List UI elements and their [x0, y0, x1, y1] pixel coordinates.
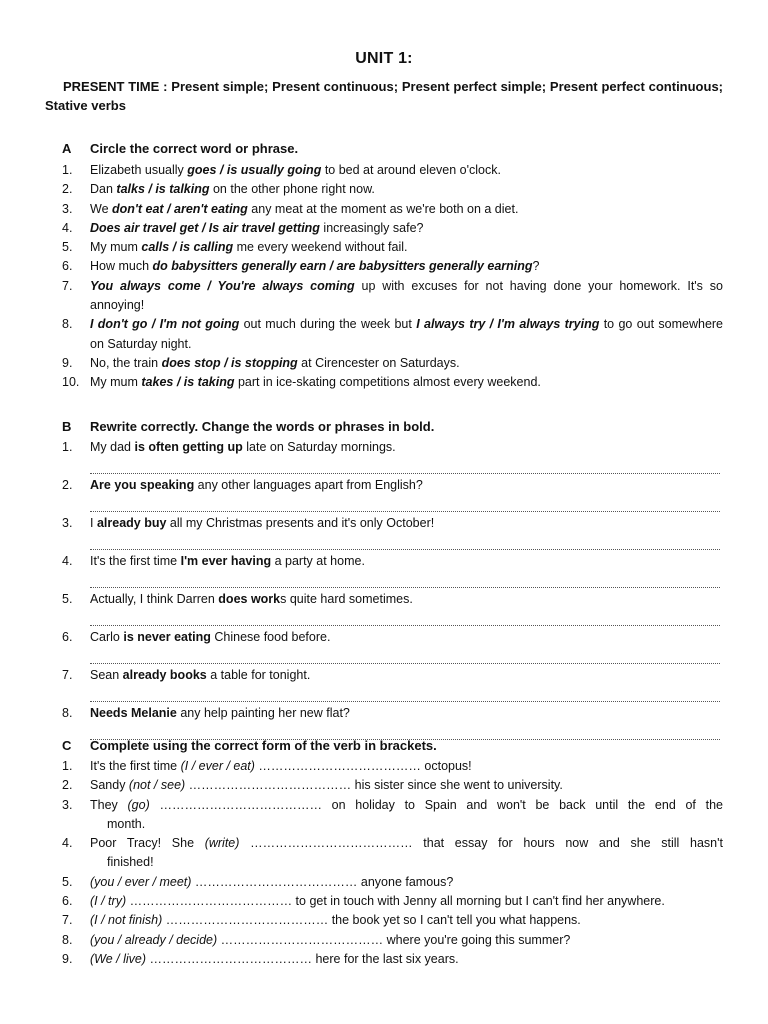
item-text: [90, 911, 723, 930]
exercise-item: [62, 757, 723, 776]
sentence-text: ………………………………… on holiday to Spain and won't be back until the end of the: [149, 797, 723, 812]
item-number: 5.: [62, 874, 73, 889]
item-text: [90, 315, 723, 334]
exercise-item: [62, 257, 723, 276]
item-number: 8.: [62, 932, 73, 947]
exercise-item: [62, 315, 723, 354]
sentence-text: any help painting her new flat?: [176, 706, 350, 720]
item-number: 3.: [62, 797, 73, 812]
item-number: 6.: [62, 894, 73, 909]
item-number: 1.: [62, 440, 73, 454]
sentence-text: Chinese food before.: [210, 630, 331, 644]
sentence-text: finished!: [107, 855, 154, 870]
sentence-text: on the other phone right now.: [209, 182, 375, 197]
sentence-text: part in ice-skating competitions almost every weekend.: [234, 375, 541, 390]
item-text: [90, 438, 723, 457]
item-number: 9.: [62, 355, 73, 370]
bold-phrase: Are you speaking: [90, 478, 195, 492]
exercise-item: [62, 552, 723, 589]
exercise-item: [62, 514, 723, 551]
answer-options: You always come / You're always coming: [90, 278, 355, 293]
item-number: 6.: [62, 259, 73, 274]
sentence-text: at Cirencester on Saturdays.: [297, 355, 460, 370]
answer-options: calls / is calling: [141, 240, 234, 255]
verb-prompt: (you / ever / meet): [90, 874, 192, 889]
exercise-item: [62, 628, 723, 665]
item-text-continuation: [107, 815, 723, 834]
item-number: 4.: [62, 220, 73, 235]
bold-phrase: does work: [218, 592, 281, 606]
item-text: [90, 238, 723, 257]
exercise-item: [62, 950, 723, 969]
exercise-item: [62, 704, 723, 741]
sentence-text: all my Christmas presents and it's only October!: [166, 516, 435, 530]
item-text: [90, 514, 723, 533]
sentence-text: My mum: [90, 375, 142, 390]
sentence-text: out much during the week but: [239, 317, 417, 332]
answer-line[interactable]: [90, 533, 720, 550]
answer-options: I don't go / I'm not going: [90, 317, 240, 332]
sentence-text: to bed at around eleven o'clock.: [321, 163, 501, 177]
bold-phrase: already books: [122, 668, 207, 682]
item-text: [90, 931, 723, 950]
item-text: [90, 200, 723, 219]
item-text: [90, 757, 723, 776]
item-text: [90, 590, 723, 609]
item-number: 2.: [62, 182, 73, 197]
answer-line[interactable]: [90, 571, 720, 588]
page-title: UNIT 1:: [355, 50, 413, 67]
item-text-continuation: [90, 335, 723, 354]
answer-options: goes / is usually going: [187, 163, 322, 177]
item-number: 5.: [62, 592, 73, 606]
sentence-text: to go out somewhere: [599, 317, 724, 332]
answer-options: do babysitters generally earn / are babysitters generally earning: [152, 259, 533, 274]
verb-prompt: (go): [127, 797, 150, 812]
sentence-text: late on Saturday mornings.: [242, 440, 396, 454]
item-text: [90, 354, 723, 373]
answer-options: don't eat / aren't eating: [112, 201, 248, 216]
sentence-text: They: [90, 797, 128, 812]
sentence-text: ………………………………… octopus!: [254, 759, 472, 773]
bold-phrase: I'm ever having: [180, 554, 272, 568]
bold-phrase: is never eating: [123, 630, 211, 644]
sentence-text: Poor Tracy! She: [90, 836, 205, 851]
sentence-text: My mum: [90, 240, 142, 255]
sentence-text: me every weekend without fail.: [233, 240, 408, 255]
sentence-text: ?: [532, 259, 540, 274]
sentence-text: ………………………………… his sister since she went to university.: [185, 778, 563, 793]
exercise-item: [62, 892, 723, 911]
page-subtitle: [45, 77, 723, 115]
verb-prompt: (write): [204, 836, 240, 851]
item-number: 5.: [62, 240, 73, 255]
item-number: 7.: [62, 668, 73, 682]
sentence-text: Carlo: [90, 630, 124, 644]
item-text: [90, 476, 723, 495]
item-text: [90, 796, 723, 815]
bold-phrase: is often getting up: [134, 440, 243, 454]
section-c-list: [62, 757, 723, 969]
item-text: [90, 219, 723, 238]
item-number: 4.: [62, 554, 73, 568]
sentence-text: a table for tonight.: [206, 668, 311, 682]
item-number: 10.: [62, 375, 80, 390]
item-text: [90, 373, 723, 392]
sentence-text: We: [90, 201, 112, 216]
item-number: 2.: [62, 778, 73, 793]
sentence-text: Sandy: [90, 778, 129, 793]
sentence-text: increasingly safe?: [319, 220, 424, 235]
section-c-heading: [62, 737, 437, 754]
item-text: [90, 180, 723, 199]
subtitle-line-2: Stative verbs: [45, 98, 126, 113]
answer-line[interactable]: [90, 457, 720, 474]
item-text-continuation: [90, 296, 723, 315]
item-text: [90, 628, 723, 647]
item-text: [90, 892, 723, 911]
section-c-letter: C: [62, 738, 72, 753]
sentence-text: Elizabeth usually: [90, 163, 188, 177]
sentence-text: a party at home.: [271, 554, 365, 568]
sentence-text: annoying!: [90, 298, 145, 313]
verb-prompt: (I / try): [90, 894, 127, 909]
answer-line[interactable]: [90, 609, 720, 626]
section-b-heading: [62, 418, 434, 435]
sentence-text: Sean: [90, 668, 123, 682]
exercise-item: [62, 354, 723, 373]
item-number: 1.: [62, 163, 73, 177]
verb-prompt: (I / not finish): [90, 913, 163, 928]
sentence-text: ………………………………… to get in touch with Jenny all morning but I can't find her anywhere.: [126, 894, 665, 909]
answer-options: does stop / is stopping: [161, 355, 298, 370]
exercise-item: [62, 219, 723, 238]
item-number: 7.: [62, 913, 73, 928]
item-text: [90, 950, 723, 969]
answer-options: talks / is talking: [116, 182, 210, 197]
item-text: [90, 257, 723, 276]
exercise-item: [62, 277, 723, 316]
exercise-item: [62, 873, 723, 892]
verb-prompt: (you / already / decide): [90, 932, 218, 947]
section-b-letter: B: [62, 419, 72, 434]
exercise-item: [62, 911, 723, 930]
item-number: 7.: [62, 278, 73, 293]
sentence-text: How much: [90, 259, 153, 274]
exercise-item: [62, 373, 723, 392]
verb-prompt: (I / ever / eat): [180, 759, 255, 773]
exercise-item: [62, 666, 723, 703]
item-text: [90, 704, 723, 723]
bold-phrase: Needs Melanie: [90, 706, 177, 720]
answer-line[interactable]: [90, 647, 720, 664]
answer-options: I always try / I'm always trying: [416, 317, 600, 332]
item-text: [90, 552, 723, 571]
exercise-item: [62, 476, 723, 513]
answer-line[interactable]: [90, 685, 720, 702]
exercise-item: [62, 590, 723, 627]
sentence-text: It's the first time: [90, 759, 181, 773]
sentence-text: Dan: [90, 182, 117, 197]
sentence-text: My dad: [90, 440, 135, 454]
sentence-text: No, the train: [90, 355, 162, 370]
item-text: [90, 776, 723, 795]
answer-options: takes / is taking: [141, 375, 235, 390]
exercise-item: [62, 776, 723, 795]
sentence-text: any other languages apart from English?: [194, 478, 423, 492]
exercise-item: [62, 180, 723, 199]
section-a-instruction: Circle the correct word or phrase.: [90, 141, 299, 156]
exercise-item: [62, 200, 723, 219]
section-a-letter: A: [62, 141, 72, 156]
sentence-text: I: [90, 516, 97, 530]
item-text: [90, 161, 723, 180]
item-text: [90, 277, 723, 296]
answer-line[interactable]: [90, 495, 720, 512]
item-number: 1.: [62, 759, 73, 773]
section-a-list: [62, 161, 723, 393]
sentence-text: any meat at the moment as we're both on a diet.: [247, 201, 519, 216]
subtitle-line-1: PRESENT TIME : Present simple; Present continuous; Present perfect simple; Present perfect continuous;: [63, 79, 723, 94]
item-text: [90, 834, 723, 853]
exercise-item: [62, 238, 723, 257]
sentence-text: on Saturday night.: [90, 336, 192, 351]
bold-phrase: already buy: [96, 516, 167, 530]
sentence-text: ………………………………… that essay for hours now and she still hasn't: [239, 836, 723, 851]
sentence-text: s quite hard sometimes.: [280, 592, 413, 606]
sentence-text: Actually, I think Darren: [90, 592, 219, 606]
item-number: 6.: [62, 630, 73, 644]
exercise-item: [62, 438, 723, 475]
section-b-list: [62, 438, 723, 741]
sentence-text: It's the first time: [90, 554, 181, 568]
exercise-item: [62, 931, 723, 950]
exercise-item: [62, 161, 723, 180]
item-text: [90, 666, 723, 685]
verb-prompt: (We / live): [90, 951, 147, 966]
sentence-text: month.: [107, 816, 146, 831]
item-number: 8.: [62, 317, 73, 332]
sentence-text: ………………………………… here for the last six years.: [146, 951, 459, 966]
item-text-continuation: [107, 853, 723, 872]
item-text: [90, 873, 723, 892]
section-a-heading: [62, 140, 298, 157]
sentence-text: ………………………………… anyone famous?: [191, 874, 454, 889]
sentence-text: ………………………………… the book yet so I can't tell you what happens.: [162, 913, 581, 928]
exercise-item: [62, 834, 723, 873]
sentence-text: up with excuses for not having done your homework. It's so: [354, 278, 723, 293]
item-number: 4.: [62, 836, 73, 851]
item-number: 2.: [62, 478, 73, 492]
item-number: 9.: [62, 951, 73, 966]
section-b-instruction: Rewrite correctly. Change the words or phrases in bold.: [90, 419, 435, 434]
item-number: 3.: [62, 201, 73, 216]
item-number: 3.: [62, 516, 73, 530]
exercise-item: [62, 796, 723, 835]
verb-prompt: (not / see): [128, 778, 186, 793]
sentence-text: ………………………………… where you're going this summer?: [217, 932, 571, 947]
answer-options: Does air travel get / Is air travel getting: [90, 220, 320, 235]
section-c-instruction: Complete using the correct form of the verb in brackets.: [90, 738, 437, 753]
item-number: 8.: [62, 706, 73, 720]
